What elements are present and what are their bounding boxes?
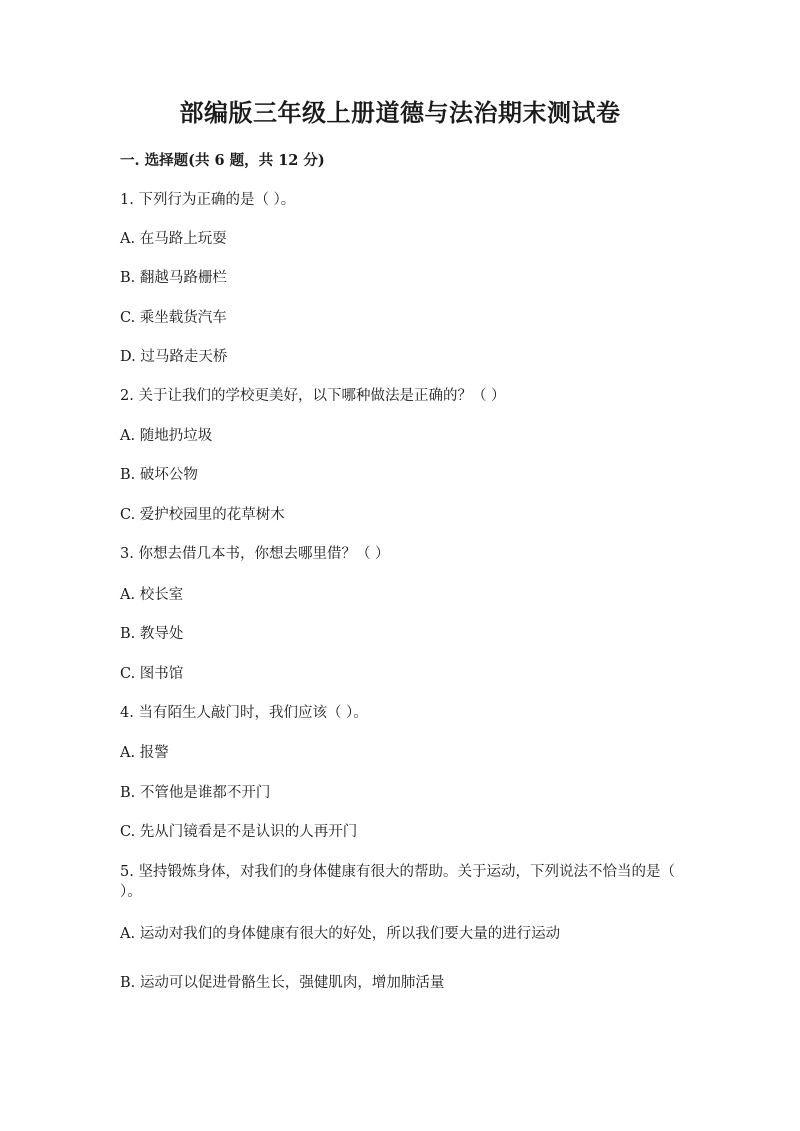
question-2-stem: 2. 关于让我们的学校更美好，以下哪种做法是正确的？（ ）	[120, 388, 506, 404]
question-4-option-b: B. 不管他是谁都不开门	[120, 785, 271, 801]
section-heading: 一. 选择题(共 6 题，共 12 分)	[120, 152, 325, 169]
question-1-option-d: D. 过马路走天桥	[120, 349, 228, 365]
question-2-option-a: A. 随地扔垃圾	[120, 428, 213, 444]
question-3-stem: 3. 你想去借几本书，你想去哪里借？（ ）	[120, 546, 390, 562]
question-4-option-a: A. 报警	[120, 745, 169, 761]
question-5-option-b: B. 运动可以促进骨骼生长，强健肌肉，增加肺活量	[120, 975, 445, 991]
question-2-option-b: B. 破坏公物	[120, 467, 198, 483]
question-3-option-a: A. 校长室	[120, 587, 184, 603]
question-4-option-c: C. 先从门镜看是不是认识的人再开门	[120, 824, 358, 840]
question-1-option-c: C. 乘坐载货汽车	[120, 310, 227, 326]
question-4-stem: 4. 当有陌生人敲门时，我们应该（ ）。	[120, 705, 368, 721]
question-1-stem: 1. 下列行为正确的是（ ）。	[120, 192, 296, 208]
question-2-option-c: C. 爱护校园里的花草树木	[120, 507, 285, 523]
question-5-option-a: A. 运动对我们的身体健康有很大的好处，所以我们要大量的进行运动	[120, 926, 561, 942]
question-1-option-a: A. 在马路上玩耍	[120, 231, 227, 247]
question-3-option-c: C. 图书馆	[120, 666, 184, 682]
question-3-option-b: B. 教导处	[120, 626, 184, 642]
question-5-stem: 5. 坚持锻炼身体，对我们的身体健康有很大的帮助。关于运动，下列说法不恰当的是（ ）。	[120, 864, 675, 900]
question-1-option-b: B. 翻越马路栅栏	[120, 270, 227, 286]
page-title: 部编版三年级上册道德与法治期末测试卷	[179, 98, 621, 127]
